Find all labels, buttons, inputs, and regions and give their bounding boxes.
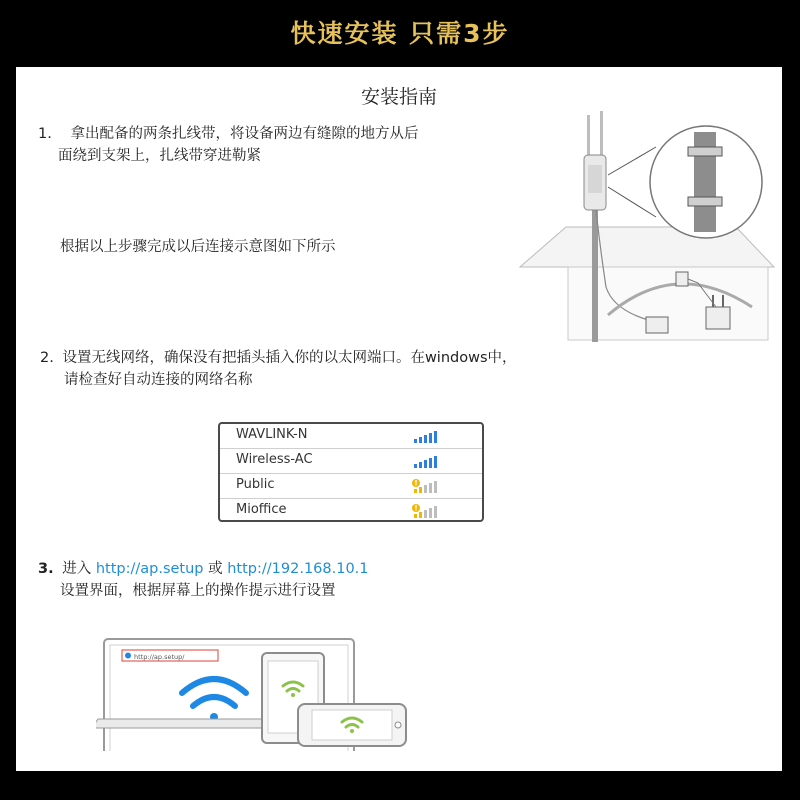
guide-title: 安装指南	[360, 86, 437, 108]
step2-line2: 请检查好自动连接的网络名称	[64, 372, 253, 388]
wifi-network-name: Wireless-AC	[236, 452, 313, 467]
power-socket	[676, 272, 688, 286]
step1-number: 1.	[38, 126, 52, 142]
poe-adapter	[646, 317, 668, 333]
devices-foreground	[96, 631, 436, 751]
antenna-right	[600, 111, 603, 155]
wifi-network-row[interactable]	[220, 424, 482, 449]
step3-line2: 设置界面，根据屏幕上的操作提示进行设置	[60, 583, 336, 599]
setup-ip-link[interactable]: http://192.168.10.1	[227, 561, 369, 577]
step1-text	[38, 123, 418, 167]
step3-text	[38, 558, 369, 602]
wifi-network-row[interactable]	[220, 449, 482, 474]
wifi-network-list	[218, 422, 484, 522]
step3-number: 3.	[38, 561, 54, 577]
wifi-network-name: WAVLINK-N	[236, 427, 308, 442]
signal-full-icon	[412, 453, 438, 469]
banner-title: 快速安装 只需3步	[290, 19, 510, 48]
wifi-network-row[interactable]	[220, 474, 482, 499]
router	[706, 307, 730, 329]
phone-home-button	[395, 722, 401, 728]
installation-diagram	[516, 107, 782, 342]
step2-line1: 设置无线网络，确保没有把插头插入你的以太网端口。在windows中，	[62, 350, 517, 366]
guide-panel	[16, 67, 782, 771]
setup-url-link[interactable]: http://ap.setup	[95, 561, 204, 577]
wifi-network-row[interactable]	[220, 499, 482, 523]
step1-line2: 面绕到支架上，扎线带穿进勒紧	[58, 148, 261, 164]
signal-full-icon	[412, 428, 438, 444]
step2-text	[40, 347, 517, 391]
wifi-network-name: Mioffice	[236, 502, 287, 517]
step3-or: 或	[208, 561, 223, 577]
antenna-left	[587, 115, 590, 155]
wifi-network-name: Public	[236, 477, 275, 492]
step3-prefix: 进入	[62, 561, 92, 577]
top-banner	[0, 0, 800, 64]
signal-warning-icon	[412, 503, 438, 519]
step2-number: 2.	[40, 350, 54, 366]
signal-warning-icon	[412, 478, 438, 494]
browser-url-text: http://ap.setup/	[134, 653, 185, 661]
step1-note: 根据以上步骤完成以后连接示意图如下所示	[60, 239, 336, 255]
step1-line1: 拿出配备的两条扎线带，将设备两边有缝隙的地方从后	[70, 126, 419, 142]
